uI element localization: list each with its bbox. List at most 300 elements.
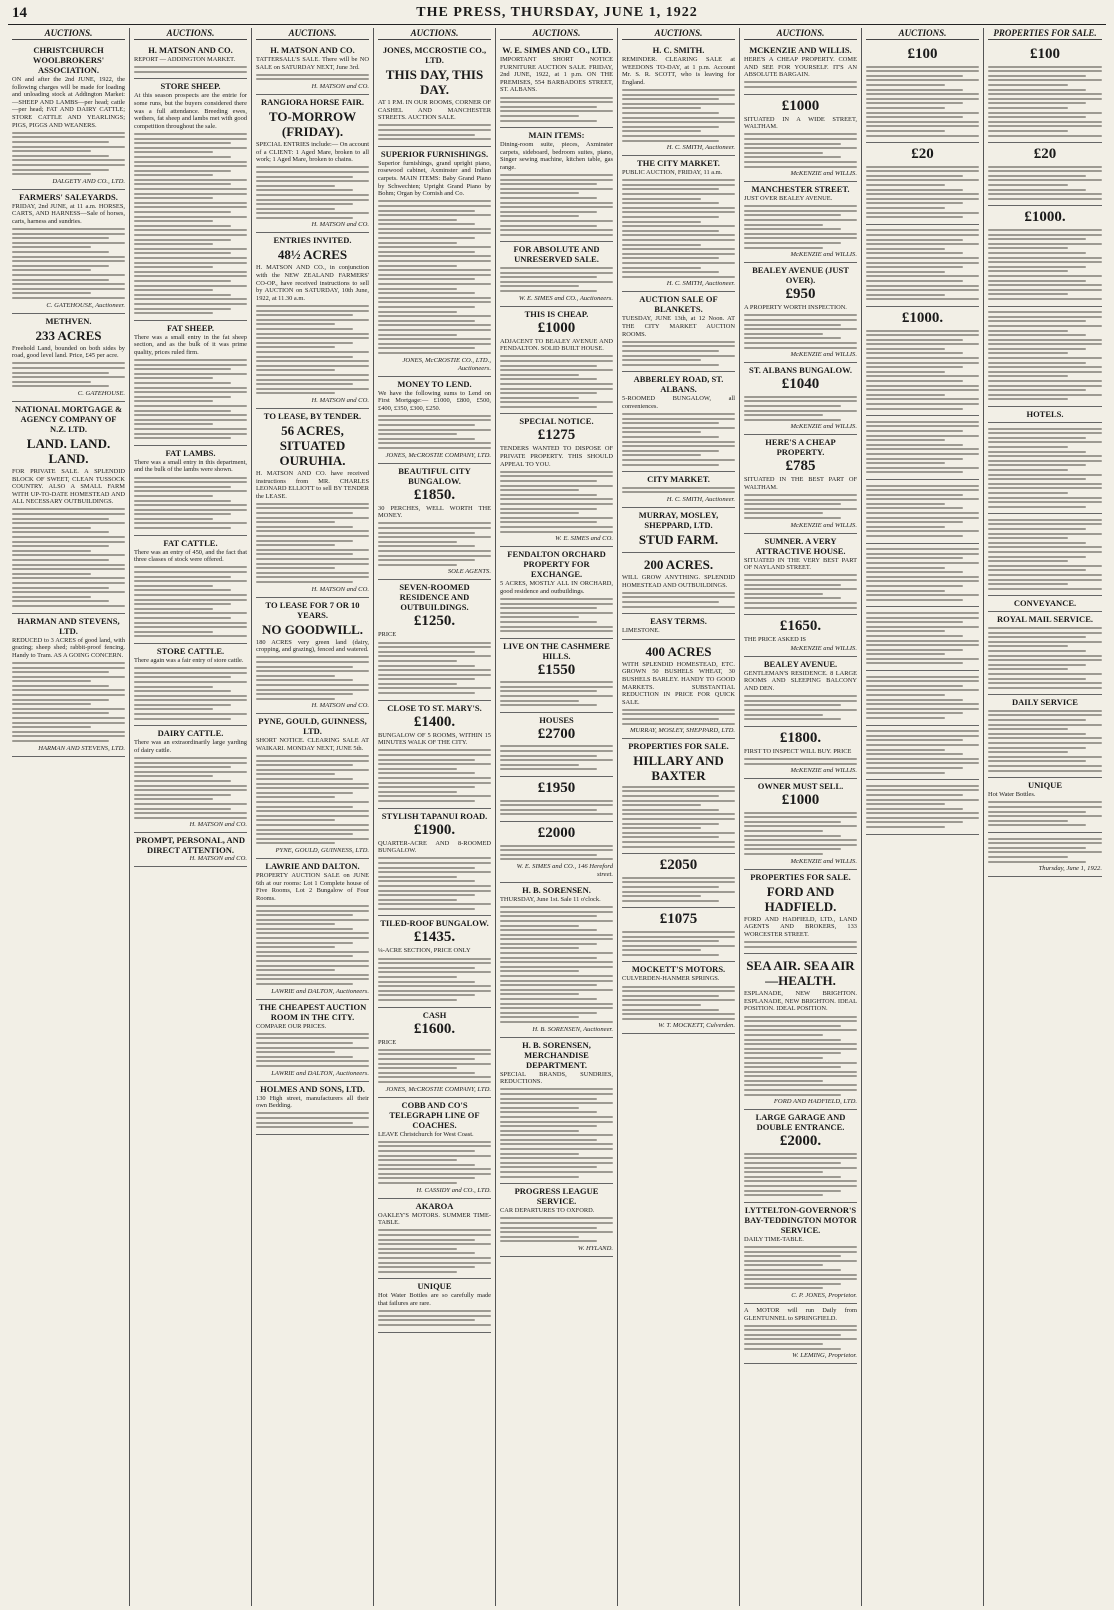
text-line bbox=[866, 334, 979, 336]
advertisement bbox=[744, 615, 857, 657]
fine-print-block bbox=[378, 857, 491, 910]
ad-price: £1550 bbox=[537, 661, 576, 678]
text-line bbox=[134, 490, 247, 492]
text-line bbox=[256, 360, 369, 362]
text-line bbox=[744, 508, 857, 510]
text-line bbox=[988, 574, 1102, 576]
advertisement bbox=[500, 822, 613, 883]
text-line bbox=[866, 179, 979, 181]
text-line bbox=[988, 398, 1068, 400]
ad-body-text: We have the following sums to Lend on First Mortgage:— £1000, £800, £500, £400, £350, £300, £250. bbox=[378, 389, 491, 412]
text-line bbox=[378, 958, 491, 960]
ad-body-text: DAILY TIME-TABLE. bbox=[744, 1235, 804, 1243]
text-line bbox=[256, 503, 369, 505]
text-line bbox=[378, 1067, 457, 1069]
text-line bbox=[500, 980, 613, 982]
text-line bbox=[378, 550, 491, 552]
ad-heading: JONES, MCCROSTIE CO., LTD. bbox=[382, 45, 487, 65]
text-line bbox=[866, 298, 979, 300]
text-line bbox=[744, 1171, 823, 1173]
text-line bbox=[744, 1043, 857, 1045]
text-line bbox=[622, 126, 719, 128]
text-line bbox=[12, 676, 125, 678]
column-1 bbox=[8, 28, 130, 1606]
text-line bbox=[988, 198, 1102, 200]
advertisement bbox=[500, 307, 613, 415]
advertisement bbox=[256, 714, 369, 859]
text-line bbox=[378, 749, 491, 751]
text-line bbox=[622, 216, 719, 218]
text-line bbox=[12, 545, 109, 547]
advertisement bbox=[988, 423, 1102, 514]
advertisement bbox=[744, 657, 857, 727]
ad-heading: H. B. SORENSEN, MERCHANDISE DEPARTMENT. bbox=[522, 1039, 591, 1070]
fine-print-block bbox=[256, 1112, 369, 1128]
text-line bbox=[256, 319, 369, 321]
text-line bbox=[12, 381, 91, 383]
text-line bbox=[134, 275, 247, 277]
fine-print-block bbox=[622, 931, 735, 956]
text-line bbox=[622, 135, 735, 137]
advertisement bbox=[744, 1110, 857, 1203]
text-line bbox=[866, 557, 963, 559]
text-line bbox=[866, 708, 979, 710]
fine-print-block bbox=[378, 124, 491, 140]
text-line bbox=[988, 856, 1068, 858]
text-line bbox=[622, 112, 719, 114]
ad-signature: H. MATSON and CO. bbox=[189, 821, 247, 829]
ad-heading: SUMNER. A VERY ATTRACTIVE HOUSE. bbox=[755, 535, 846, 556]
text-line bbox=[866, 772, 945, 774]
ad-price: £1000 bbox=[781, 97, 820, 114]
text-line bbox=[988, 542, 1086, 544]
text-line bbox=[866, 517, 979, 519]
advertisement bbox=[744, 779, 857, 870]
text-line bbox=[134, 812, 247, 814]
text-line bbox=[256, 203, 353, 205]
text-line bbox=[622, 606, 735, 608]
fine-print-block bbox=[12, 362, 125, 387]
fine-print-block bbox=[500, 598, 613, 632]
column-header: AUCTIONS. bbox=[256, 28, 369, 40]
text-line bbox=[988, 428, 1102, 430]
text-line bbox=[622, 422, 719, 424]
ad-price: £2000 bbox=[537, 824, 576, 841]
ad-signature: JONES, McCROSTIE COMPANY, LTD. bbox=[385, 1085, 491, 1093]
ad-heading: H. MATSON AND CO. bbox=[148, 45, 233, 55]
text-line bbox=[378, 1076, 491, 1078]
text-line bbox=[256, 946, 335, 948]
text-line bbox=[12, 591, 125, 593]
text-line bbox=[744, 1269, 841, 1271]
ad-signature: H. MATSON and CO. bbox=[311, 396, 369, 404]
text-line bbox=[134, 589, 231, 591]
text-line bbox=[988, 311, 1102, 313]
text-line bbox=[12, 680, 91, 682]
text-line bbox=[12, 726, 91, 728]
text-line bbox=[378, 876, 457, 878]
ad-signature: H. MATSON and CO. bbox=[311, 702, 369, 710]
text-line bbox=[988, 243, 1102, 245]
text-line bbox=[744, 396, 857, 398]
text-line bbox=[866, 398, 979, 400]
ad-price: £1650. bbox=[779, 618, 822, 635]
ad-body-text: There again was a fair entry of store cattle. bbox=[134, 656, 244, 664]
text-line bbox=[744, 1274, 857, 1276]
text-line bbox=[256, 773, 335, 775]
text-line bbox=[378, 278, 475, 280]
ad-heading: SPECIAL NOTICE. bbox=[519, 416, 594, 427]
text-line bbox=[744, 593, 823, 595]
text-line bbox=[866, 803, 945, 805]
text-line bbox=[744, 812, 857, 814]
ad-heading: ABBERLEY ROAD, ST. ALBANS. bbox=[633, 374, 724, 395]
ad-body-text: FOR PRIVATE SALE. A SPLENDID BLOCK OF SWEET, CLEAN TUSSOCK COUNTRY. ALSO A SMALL FARM WITH UP-TO-DATE HOMESTEAD AND ALL NECESSARY OUTBUILDINGS. bbox=[12, 467, 125, 506]
text-line bbox=[378, 447, 491, 449]
ad-body-text: IMPORTANT SHORT NOTICE FURNITURE AUCTION SALE. FRIDAY, 2nd JUNE, 1922, at 1 p.m. ON THE PREMISES, 554 BARBADOES STREET, ST. ALBANS. bbox=[500, 56, 613, 94]
text-line bbox=[256, 661, 369, 663]
text-line bbox=[866, 453, 979, 455]
text-line bbox=[622, 89, 735, 91]
text-line bbox=[134, 262, 247, 264]
text-line bbox=[378, 223, 475, 225]
ad-signature: McKENZIE and WILLIS. bbox=[790, 170, 857, 178]
advertisement bbox=[744, 363, 857, 435]
text-line bbox=[744, 237, 857, 239]
text-line bbox=[256, 923, 335, 925]
advertisement bbox=[500, 547, 613, 639]
advertisement bbox=[866, 607, 979, 671]
text-line bbox=[12, 246, 91, 248]
ad-heading: RANGIORA HORSE FAIR. bbox=[260, 96, 365, 107]
text-line bbox=[378, 1177, 475, 1179]
text-line bbox=[500, 938, 613, 940]
text-line bbox=[622, 359, 701, 361]
text-line bbox=[378, 1168, 491, 1170]
text-line bbox=[500, 1222, 613, 1224]
fine-print-block bbox=[622, 786, 735, 848]
text-line bbox=[622, 995, 719, 997]
advertisement bbox=[622, 614, 735, 640]
ad-heading: DAIRY CATTLE. bbox=[157, 728, 224, 739]
text-line bbox=[500, 911, 613, 913]
advertisement bbox=[744, 1304, 857, 1364]
ad-price: £1000 bbox=[537, 319, 576, 336]
text-line bbox=[988, 588, 1102, 590]
text-line bbox=[500, 984, 597, 986]
text-line bbox=[744, 419, 841, 421]
text-line bbox=[500, 225, 597, 227]
text-line bbox=[500, 110, 613, 112]
fine-print-block bbox=[378, 1310, 491, 1326]
text-line bbox=[256, 778, 353, 780]
text-line bbox=[866, 198, 979, 200]
text-line bbox=[988, 673, 1102, 675]
text-line bbox=[988, 135, 1102, 137]
text-line bbox=[500, 1143, 613, 1145]
text-line bbox=[378, 890, 491, 892]
text-line bbox=[988, 170, 1102, 172]
text-line bbox=[378, 862, 491, 864]
text-line bbox=[744, 709, 857, 711]
text-line bbox=[12, 513, 125, 515]
text-line bbox=[866, 817, 979, 819]
text-line bbox=[744, 1348, 841, 1350]
advertisement bbox=[378, 701, 491, 809]
ad-heading: PROMPT, PERSONAL, AND DIRECT ATTENTION. bbox=[136, 835, 245, 856]
text-line bbox=[988, 569, 1086, 571]
fine-print-block bbox=[988, 710, 1102, 772]
text-line bbox=[256, 342, 353, 344]
text-line bbox=[622, 954, 719, 956]
text-line bbox=[256, 208, 335, 210]
text-line bbox=[866, 357, 979, 359]
text-line bbox=[134, 585, 213, 587]
ad-heading: LYTTELTON-GOVERNOR'S BAY-TEDDINGTON MOTOR SERVICE. bbox=[744, 1204, 857, 1235]
text-line bbox=[744, 517, 841, 519]
ad-signature: Thursday, June 1, 1922. bbox=[1038, 865, 1102, 873]
text-line bbox=[378, 246, 491, 248]
text-line bbox=[500, 1162, 613, 1164]
fine-print-block bbox=[866, 730, 979, 773]
text-line bbox=[988, 655, 1102, 657]
text-line bbox=[500, 120, 597, 122]
text-line bbox=[744, 347, 857, 349]
ad-heading: PROGRESS LEAGUE SERVICE. bbox=[514, 1186, 599, 1207]
text-line bbox=[988, 487, 1102, 489]
text-line bbox=[378, 329, 491, 331]
fine-print-block bbox=[744, 1325, 857, 1350]
text-line bbox=[378, 311, 457, 313]
advertisement bbox=[500, 242, 613, 306]
text-line bbox=[744, 844, 857, 846]
text-line bbox=[866, 653, 945, 655]
text-line bbox=[622, 184, 735, 186]
column-2 bbox=[130, 28, 252, 1606]
ad-body-text: SITUATED IN A WIDE STREET, WALTHAM. bbox=[744, 115, 857, 131]
text-line bbox=[256, 540, 353, 542]
text-line bbox=[500, 925, 579, 927]
text-line bbox=[500, 272, 613, 274]
text-line bbox=[12, 367, 125, 369]
ad-body-text: FIRST TO INSPECT WILL BUY. PRICE bbox=[744, 747, 852, 755]
text-line bbox=[988, 678, 1086, 680]
text-line bbox=[256, 305, 369, 307]
text-line bbox=[866, 243, 979, 245]
text-line bbox=[988, 343, 1102, 345]
text-line bbox=[500, 849, 613, 851]
fine-print-block bbox=[622, 709, 735, 725]
ad-body-text: PUBLIC AUCTION, FRIDAY, 11 a.m. bbox=[622, 169, 723, 177]
text-line bbox=[500, 920, 613, 922]
text-line bbox=[866, 590, 945, 592]
text-line bbox=[988, 842, 1102, 844]
advertisement bbox=[500, 639, 613, 713]
fine-print-block bbox=[378, 415, 491, 449]
text-line bbox=[988, 724, 1102, 726]
text-line bbox=[134, 808, 231, 810]
ad-heading: NATIONAL MORTGAGE & AGENCY COMPANY OF N.Z. LTD. bbox=[14, 403, 123, 434]
text-line bbox=[12, 274, 125, 276]
fine-print-block bbox=[134, 667, 247, 720]
fine-print-block bbox=[988, 801, 1102, 826]
text-line bbox=[500, 508, 597, 510]
ad-price: £1600. bbox=[413, 1020, 456, 1037]
fine-print-block bbox=[134, 566, 247, 637]
text-line bbox=[866, 680, 979, 682]
text-line bbox=[500, 188, 613, 190]
text-line bbox=[134, 477, 247, 479]
ad-body-text: ADJACENT TO BEALEY AVENUE AND FENDALTON. SOLID BUILT HOUSE. bbox=[500, 337, 613, 353]
text-line bbox=[622, 207, 735, 209]
text-line bbox=[866, 366, 963, 368]
text-line bbox=[134, 312, 213, 314]
column-header: AUCTIONS. bbox=[866, 28, 979, 40]
text-line bbox=[866, 125, 979, 127]
text-line bbox=[866, 212, 979, 214]
text-line bbox=[866, 485, 979, 487]
text-line bbox=[866, 170, 979, 172]
text-line bbox=[256, 787, 369, 789]
text-line bbox=[500, 934, 613, 936]
text-line bbox=[866, 385, 979, 387]
text-line bbox=[988, 437, 1086, 439]
text-line bbox=[988, 320, 1086, 322]
text-line bbox=[256, 783, 369, 785]
text-line bbox=[866, 576, 979, 578]
text-line bbox=[866, 362, 979, 364]
text-line bbox=[378, 124, 491, 126]
text-line bbox=[134, 681, 247, 683]
text-line bbox=[622, 345, 735, 347]
text-line bbox=[988, 389, 1086, 391]
text-line bbox=[744, 700, 857, 702]
text-line bbox=[622, 257, 719, 259]
text-line bbox=[744, 714, 823, 716]
text-line bbox=[500, 281, 613, 283]
ad-heading: ENTRIES INVITED. bbox=[273, 235, 352, 246]
ad-body-text: SHORT NOTICE. CLEARING SALE AT WAIKARI. MONDAY NEXT, JUNE 5th. bbox=[256, 737, 369, 752]
ad-body-text: H. MATSON AND CO. have received instructions from MR. CHARLES LEONARD ELLIOTT to sell BY TENDER the LEASE. bbox=[256, 469, 369, 500]
advertisement bbox=[622, 508, 735, 553]
ad-body-text: CAR DEPARTURES TO OXFORD. bbox=[500, 1207, 595, 1215]
text-line bbox=[622, 188, 719, 190]
text-line bbox=[744, 1025, 841, 1027]
text-line bbox=[378, 782, 491, 784]
text-line bbox=[622, 253, 735, 255]
text-line bbox=[622, 418, 735, 420]
fine-print-block bbox=[988, 166, 1102, 200]
text-line bbox=[866, 216, 963, 218]
column-9 bbox=[984, 28, 1106, 1606]
ad-body-text: Dining-room suite, pieces, Axminster carpets, sideboard, bedroom suites, piano, Singer sewing machine, kitchen table, gas range. bbox=[500, 141, 613, 171]
fine-print-block bbox=[622, 413, 735, 466]
ad-price: £100 bbox=[907, 46, 938, 62]
text-line bbox=[134, 368, 231, 370]
text-line bbox=[988, 528, 1086, 530]
text-line bbox=[134, 170, 231, 172]
text-line bbox=[500, 179, 613, 181]
text-line bbox=[744, 1190, 841, 1192]
text-line bbox=[12, 141, 109, 143]
fine-print-block bbox=[988, 838, 1102, 863]
text-line bbox=[256, 670, 369, 672]
text-line bbox=[988, 719, 1086, 721]
ad-signature: H. C. SMITH, Auctioneer. bbox=[666, 495, 735, 503]
advertisement bbox=[378, 1199, 491, 1280]
fine-print-block bbox=[500, 745, 613, 770]
text-line bbox=[988, 861, 1086, 863]
text-line bbox=[256, 656, 369, 658]
ad-heading: FAT SHEEP. bbox=[167, 322, 214, 333]
text-line bbox=[744, 494, 857, 496]
text-line bbox=[500, 276, 597, 278]
ad-body-text: There was an extraordinarily large yarding of dairy cattle. bbox=[134, 739, 247, 754]
text-line bbox=[12, 541, 125, 543]
text-line bbox=[378, 343, 491, 345]
text-line bbox=[988, 394, 1102, 396]
text-line bbox=[500, 1148, 613, 1150]
text-line bbox=[500, 475, 613, 477]
text-line bbox=[378, 976, 457, 978]
fine-print-block bbox=[988, 311, 1102, 400]
text-line bbox=[744, 161, 857, 163]
column-header: AUCTIONS. bbox=[134, 28, 247, 40]
ad-price: £1800. bbox=[779, 729, 822, 746]
text-line bbox=[622, 1004, 701, 1006]
text-line bbox=[134, 766, 231, 768]
ad-body-text: THURSDAY, June 1st. Sale 11 o'clock. bbox=[500, 895, 601, 903]
text-line bbox=[622, 225, 735, 227]
text-line bbox=[134, 622, 247, 624]
text-line bbox=[256, 392, 335, 394]
advertisement bbox=[988, 307, 1102, 407]
text-line bbox=[500, 943, 597, 945]
ad-body-text: PRICE bbox=[378, 1038, 397, 1046]
text-line bbox=[866, 553, 979, 555]
text-line bbox=[988, 519, 1102, 521]
text-line bbox=[134, 423, 213, 425]
text-line bbox=[866, 107, 945, 109]
text-line bbox=[500, 745, 613, 747]
ad-heading: PROPERTIES FOR SALE. bbox=[750, 871, 851, 882]
text-line bbox=[988, 89, 1086, 91]
text-line bbox=[256, 383, 353, 385]
text-line bbox=[744, 219, 857, 221]
text-line bbox=[744, 1052, 841, 1054]
fine-print-block bbox=[988, 627, 1102, 689]
advertisement bbox=[12, 314, 125, 402]
text-line bbox=[12, 536, 125, 538]
text-line bbox=[622, 1009, 719, 1011]
text-line bbox=[256, 829, 369, 831]
text-line bbox=[378, 306, 475, 308]
text-line bbox=[12, 689, 125, 691]
text-line bbox=[378, 655, 491, 657]
text-line bbox=[500, 234, 613, 236]
text-line bbox=[988, 664, 1086, 666]
text-line bbox=[256, 815, 369, 817]
text-line bbox=[866, 408, 963, 410]
text-line bbox=[744, 1039, 841, 1041]
text-line bbox=[622, 276, 735, 278]
text-line bbox=[12, 136, 125, 138]
text-line bbox=[866, 749, 945, 751]
advertisement bbox=[134, 726, 247, 833]
ad-heading: MCKENZIE AND WILLIS. bbox=[749, 45, 852, 55]
text-line bbox=[378, 1271, 457, 1273]
text-line bbox=[12, 662, 125, 664]
